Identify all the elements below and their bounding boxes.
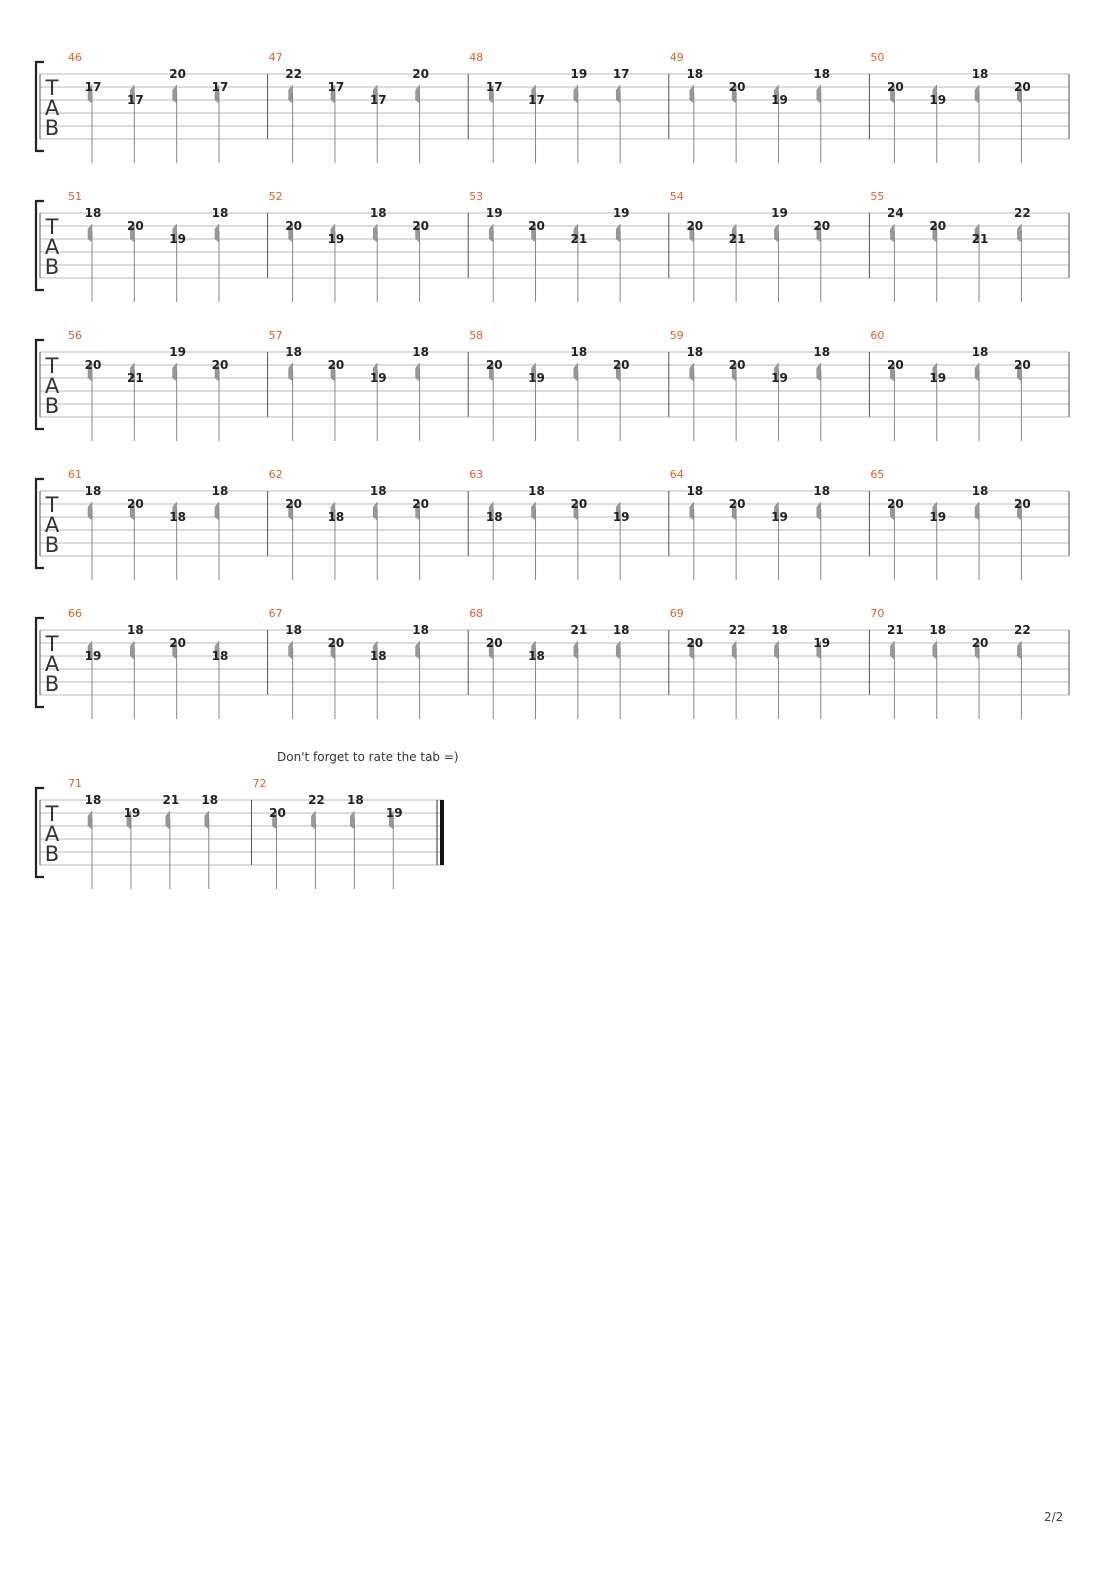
rhythm-slash	[574, 363, 578, 381]
fret-number: 20	[929, 219, 947, 233]
fret-number: 22	[285, 67, 302, 81]
rhythm-slash	[88, 811, 92, 829]
rhythm-slash	[130, 641, 134, 659]
fret-number: 18	[285, 623, 302, 637]
tab-clef-letter: A	[44, 235, 60, 259]
fret-number: 20	[269, 806, 286, 820]
rhythm-slash	[289, 85, 293, 103]
fret-number: 20	[285, 219, 302, 233]
measure-number: 63	[469, 468, 484, 481]
fret-number: 20	[412, 219, 429, 233]
fret-number: 19	[771, 206, 788, 220]
rhythm-slash	[289, 363, 293, 381]
fret-number: 21	[162, 793, 180, 807]
fret-number: 20	[1014, 80, 1031, 94]
fret-number: 18	[971, 67, 989, 81]
fret-number: 18	[612, 623, 630, 637]
fret-number: 19	[385, 806, 403, 820]
fret-number: 18	[84, 484, 102, 498]
fret-number: 18	[813, 67, 831, 81]
fret-number: 21	[570, 232, 588, 246]
rhythm-slash	[373, 224, 377, 242]
fret-number: 19	[327, 232, 345, 246]
tab-clef-letter: A	[44, 513, 60, 537]
fret-number: 19	[570, 67, 588, 81]
fret-number: 19	[369, 371, 387, 385]
fret-number: 20	[728, 80, 746, 94]
fret-number: 18	[211, 484, 229, 498]
fret-number: 18	[813, 484, 831, 498]
fret-number: 18	[528, 649, 545, 663]
fret-number: 18	[211, 649, 229, 663]
fret-number: 20	[84, 358, 102, 372]
fret-number: 20	[971, 636, 989, 650]
fret-number: 18	[570, 345, 588, 359]
rhythm-slash	[373, 502, 377, 520]
fret-number: 18	[929, 623, 947, 637]
rhythm-slash	[416, 85, 420, 103]
tab-clef-letter: T	[45, 76, 59, 100]
fret-number: 20	[169, 636, 187, 650]
rhythm-slash	[532, 502, 536, 520]
fret-number: 18	[971, 345, 989, 359]
fret-number: 18	[84, 793, 102, 807]
fret-number: 17	[327, 80, 345, 94]
tab-clef-letter: T	[45, 354, 59, 378]
rhythm-slash	[173, 363, 177, 381]
fret-number: 20	[813, 219, 831, 233]
fret-number: 19	[612, 510, 630, 524]
measure-number: 62	[268, 468, 283, 481]
rhythm-slash	[975, 363, 979, 381]
rhythm-slash	[173, 85, 177, 103]
tab-clef-letter: B	[44, 116, 60, 140]
rhythm-slash	[1017, 224, 1021, 242]
rhythm-slash	[574, 641, 578, 659]
tab-clef-letter: T	[45, 632, 59, 656]
fret-number: 20	[485, 358, 503, 372]
fret-number: 20	[126, 219, 144, 233]
rhythm-slash	[690, 502, 694, 520]
rhythm-slash	[817, 363, 821, 381]
rhythm-slash	[311, 811, 315, 829]
fret-number: 20	[327, 636, 345, 650]
fret-number: 18	[347, 793, 364, 807]
fret-number: 18	[686, 345, 704, 359]
fret-number: 20	[211, 358, 229, 372]
measure-number: 58	[469, 329, 484, 342]
rhythm-slash	[88, 502, 92, 520]
fret-number: 20	[612, 358, 630, 372]
rhythm-slash	[416, 641, 420, 659]
measure-number: 51	[68, 190, 82, 203]
measure-number: 54	[669, 190, 684, 203]
rhythm-slash	[933, 641, 937, 659]
rhythm-slash	[1017, 641, 1021, 659]
measure-number: 46	[68, 51, 82, 64]
tab-clef-letter: A	[44, 96, 60, 120]
fret-number: 20	[728, 497, 746, 511]
tab-clef-letter: B	[44, 255, 60, 279]
fret-number: 18	[369, 484, 387, 498]
fret-number: 22	[728, 623, 746, 637]
fret-number: 20	[686, 636, 704, 650]
fret-number: 17	[126, 93, 144, 107]
measure-number: 61	[68, 468, 82, 481]
tab-clef-letter: A	[44, 374, 60, 398]
fret-number: 20	[887, 497, 904, 511]
fret-number: 18	[126, 623, 144, 637]
fret-number: 17	[211, 80, 229, 94]
measure-number: 60	[870, 329, 885, 342]
fret-number: 20	[1014, 497, 1031, 511]
fret-number: 20	[126, 497, 144, 511]
rhythm-slash	[205, 811, 209, 829]
measure-number: 55	[870, 190, 885, 203]
fret-number: 19	[528, 371, 545, 385]
fret-number: 18	[327, 510, 345, 524]
rhythm-slash	[350, 811, 354, 829]
rhythm-slash	[975, 85, 979, 103]
fret-number: 20	[485, 636, 503, 650]
fret-number: 19	[169, 345, 187, 359]
rhythm-slash	[890, 224, 894, 242]
measure-number: 69	[669, 607, 684, 620]
fret-number: 20	[327, 358, 345, 372]
fret-number: 18	[412, 623, 429, 637]
fret-number: 19	[169, 232, 187, 246]
rhythm-slash	[574, 85, 578, 103]
tab-clef-letter: B	[44, 842, 60, 866]
rate-tab-annotation: Don't forget to rate the tab =)	[277, 750, 459, 764]
rhythm-slash	[817, 502, 821, 520]
fret-number: 21	[887, 623, 904, 637]
rhythm-slash	[416, 363, 420, 381]
fret-number: 20	[887, 80, 904, 94]
fret-number: 18	[813, 345, 831, 359]
tab-clef-letter: B	[44, 533, 60, 557]
fret-number: 19	[771, 510, 788, 524]
measure-number: 70	[870, 607, 885, 620]
tab-clef-letter: A	[44, 652, 60, 676]
rhythm-slash	[774, 641, 778, 659]
fret-number: 17	[528, 93, 545, 107]
fret-number: 18	[771, 623, 788, 637]
tab-clef-letter: B	[44, 394, 60, 418]
rhythm-slash	[215, 224, 219, 242]
fret-number: 18	[285, 345, 302, 359]
fret-number: 20	[412, 67, 429, 81]
rhythm-slash	[774, 224, 778, 242]
fret-number: 19	[771, 93, 788, 107]
fret-number: 18	[485, 510, 503, 524]
fret-number: 19	[929, 93, 947, 107]
fret-number: 17	[369, 93, 387, 107]
fret-number: 19	[123, 806, 141, 820]
rhythm-slash	[890, 641, 894, 659]
tab-clef-letter: A	[44, 822, 60, 846]
fret-number: 19	[84, 649, 102, 663]
measure-number: 50	[870, 51, 885, 64]
fret-number: 18	[412, 345, 429, 359]
fret-number: 19	[929, 371, 947, 385]
rhythm-slash	[289, 641, 293, 659]
fret-number: 20	[686, 219, 704, 233]
fret-number: 21	[728, 232, 746, 246]
fret-number: 18	[201, 793, 219, 807]
fret-number: 19	[929, 510, 947, 524]
rhythm-slash	[690, 363, 694, 381]
fret-number: 18	[971, 484, 989, 498]
rhythm-slash	[489, 224, 493, 242]
fret-number: 17	[612, 67, 630, 81]
fret-number: 19	[612, 206, 630, 220]
fret-number: 18	[84, 206, 102, 220]
fret-number: 21	[971, 232, 989, 246]
fret-number: 20	[887, 358, 904, 372]
fret-number: 21	[126, 371, 144, 385]
fret-number: 22	[1014, 206, 1031, 220]
rhythm-slash	[215, 502, 219, 520]
fret-number: 21	[570, 623, 588, 637]
measure-number: 59	[669, 329, 684, 342]
measure-number: 72	[252, 777, 267, 790]
fret-number: 20	[169, 67, 187, 81]
measure-number: 56	[68, 329, 82, 342]
rhythm-slash	[88, 224, 92, 242]
rhythm-slash	[817, 85, 821, 103]
fret-number: 20	[728, 358, 746, 372]
measure-number: 47	[268, 51, 283, 64]
tab-clef-letter: T	[45, 493, 59, 517]
fret-number: 22	[308, 793, 325, 807]
fret-number: 18	[686, 484, 704, 498]
fret-number: 17	[485, 80, 503, 94]
measure-number: 67	[268, 607, 283, 620]
tab-clef-letter: B	[44, 672, 60, 696]
measure-number: 71	[68, 777, 82, 790]
rhythm-slash	[616, 641, 620, 659]
fret-number: 20	[570, 497, 588, 511]
fret-number: 22	[1014, 623, 1031, 637]
fret-number: 20	[528, 219, 545, 233]
fret-number: 18	[369, 649, 387, 663]
rhythm-slash	[616, 224, 620, 242]
measure-number: 49	[669, 51, 684, 64]
rhythm-slash	[975, 502, 979, 520]
fret-number: 18	[211, 206, 229, 220]
fret-number: 19	[485, 206, 503, 220]
measure-number: 52	[268, 190, 283, 203]
measure-number: 48	[469, 51, 484, 64]
measure-number: 68	[469, 607, 484, 620]
fret-number: 18	[686, 67, 704, 81]
fret-number: 18	[169, 510, 187, 524]
fret-number: 18	[528, 484, 545, 498]
measure-number: 53	[469, 190, 484, 203]
fret-number: 19	[771, 371, 788, 385]
fret-number: 18	[369, 206, 387, 220]
fret-number: 20	[412, 497, 429, 511]
fret-number: 20	[1014, 358, 1031, 372]
tab-clef-letter: T	[45, 802, 59, 826]
rhythm-slash	[732, 641, 736, 659]
page-number: 2/2	[1044, 1510, 1064, 1524]
fret-number: 19	[813, 636, 831, 650]
measure-number: 65	[870, 468, 885, 481]
fret-number: 24	[887, 206, 904, 220]
rhythm-slash	[616, 85, 620, 103]
measure-number: 66	[68, 607, 82, 620]
measure-number: 57	[268, 329, 283, 342]
rhythm-slash	[690, 85, 694, 103]
fret-number: 17	[84, 80, 102, 94]
rhythm-slash	[166, 811, 170, 829]
measure-number: 64	[669, 468, 684, 481]
tab-clef-letter: T	[45, 215, 59, 239]
fret-number: 20	[285, 497, 302, 511]
